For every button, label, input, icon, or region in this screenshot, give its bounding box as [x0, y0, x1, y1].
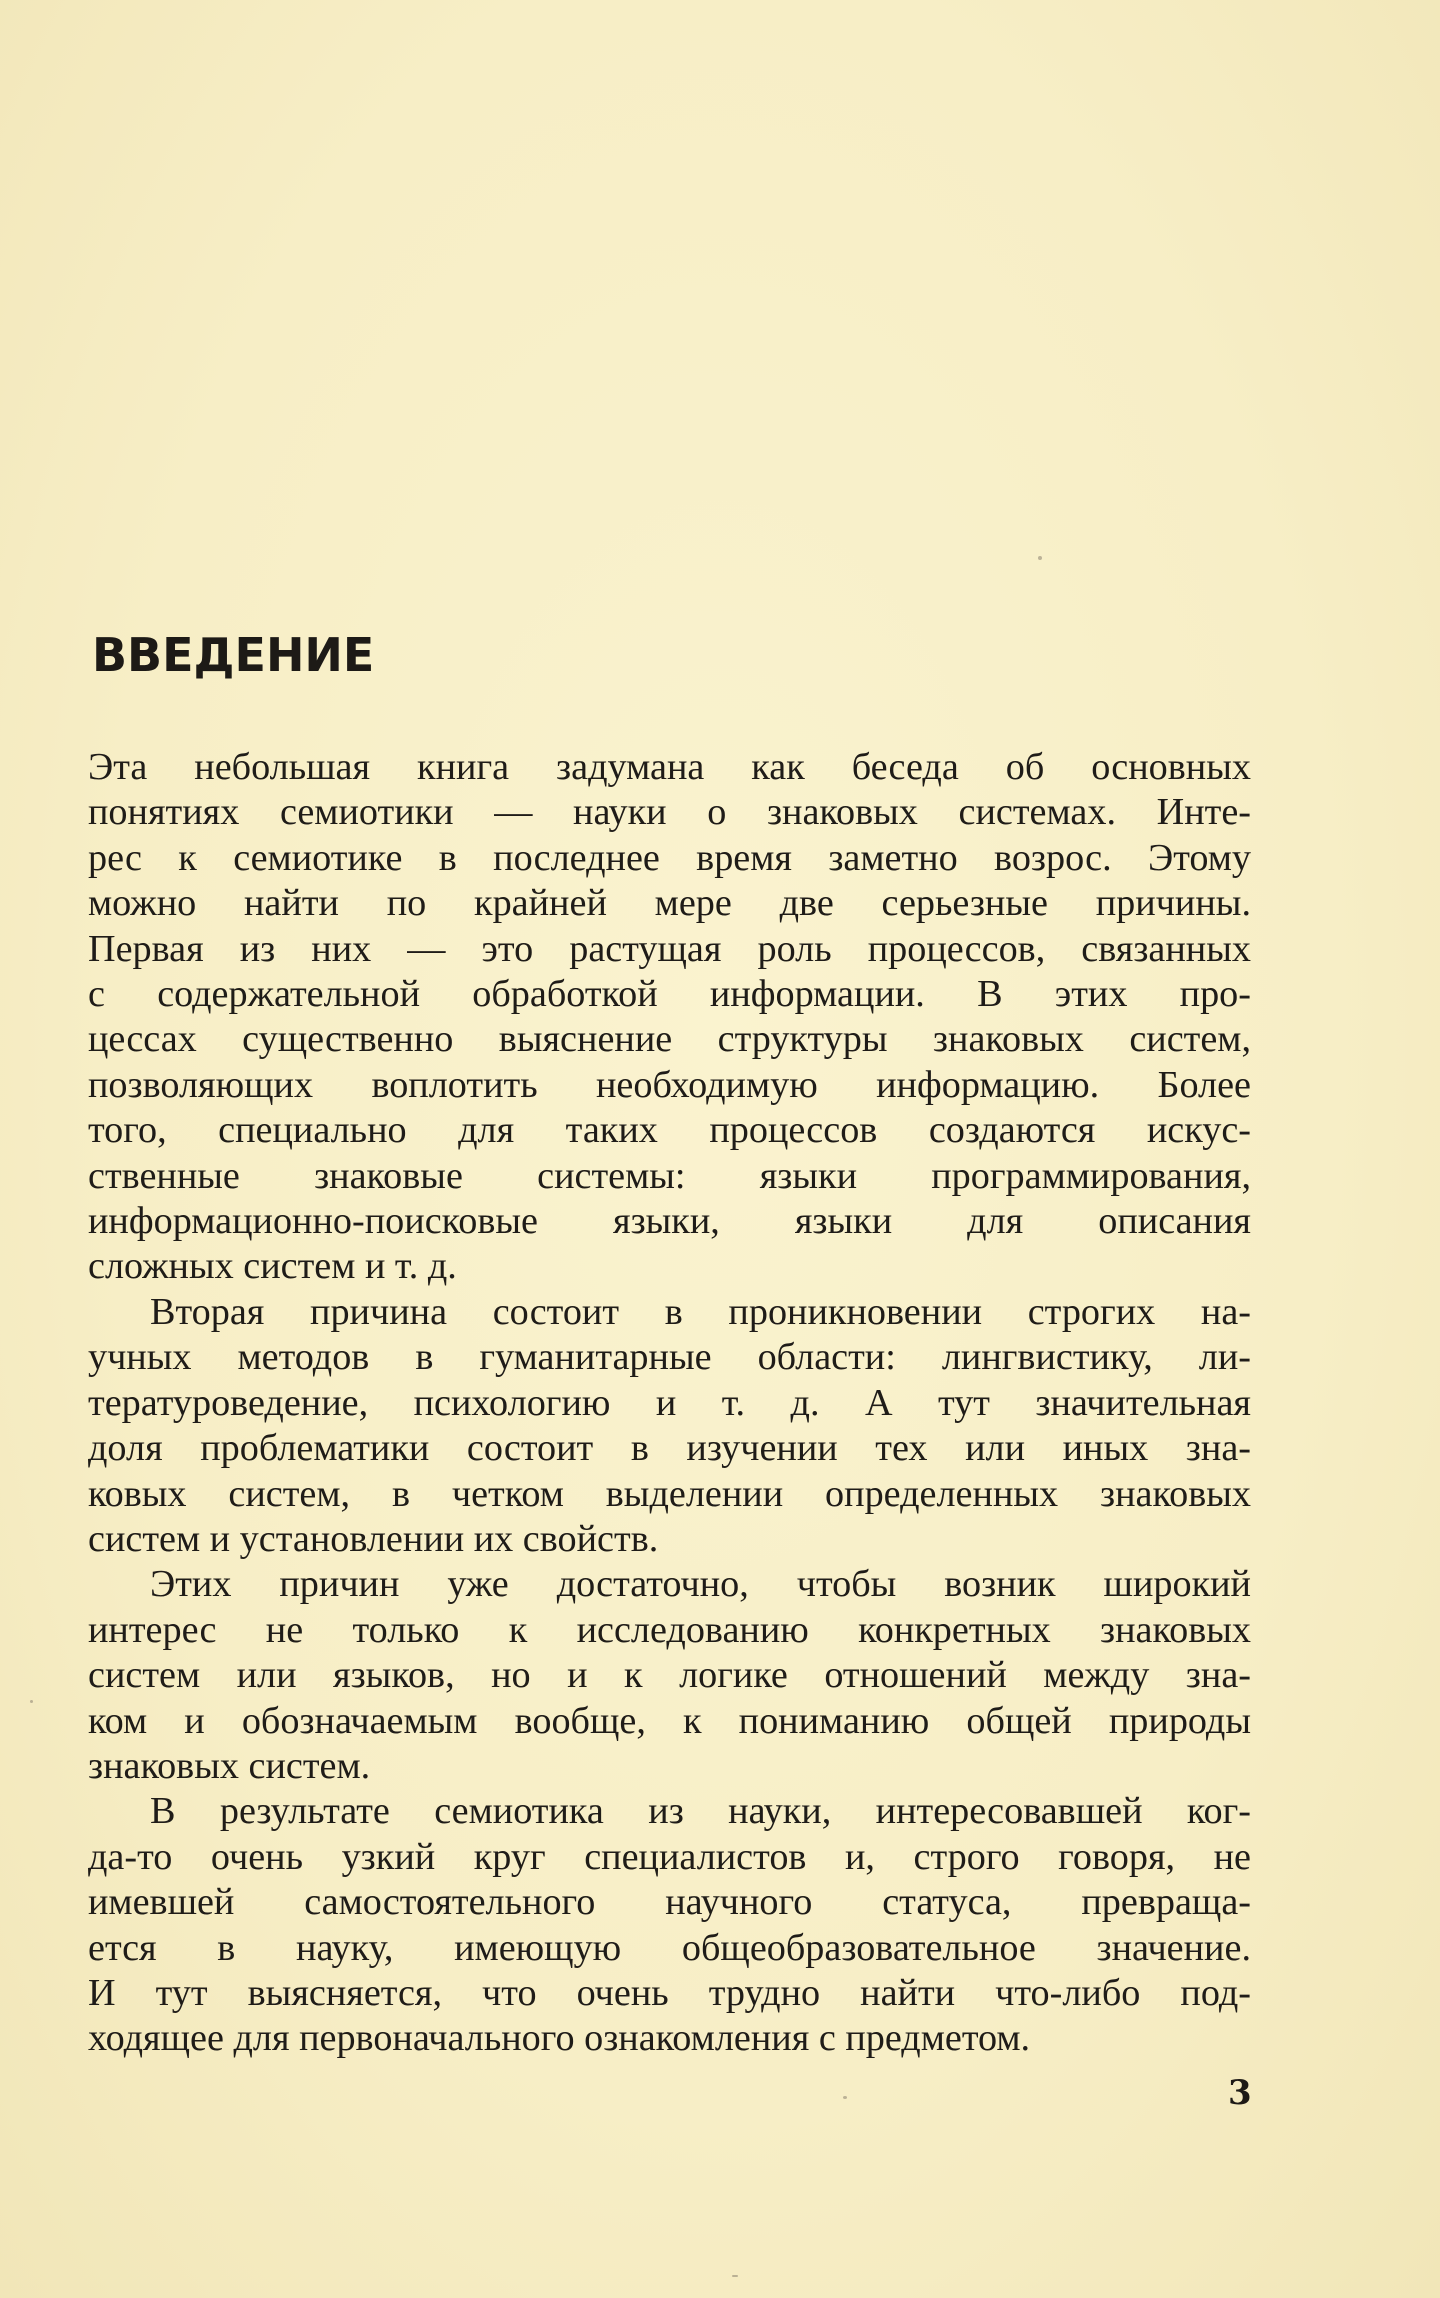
- text-line: цессах существенно выяснение структуры знаковых систем,: [88, 1018, 1251, 1061]
- text-line: И тут выясняется, что очень трудно найти что-либо под-: [88, 1971, 1251, 2014]
- text-line: В результате семиотика из науки, интересовавшей ког-: [150, 1790, 1251, 1833]
- text-line: ственные знаковые системы: языки программирования,: [88, 1154, 1251, 1197]
- paragraph: [88, 1789, 1251, 2061]
- text-line: имевшей самостоятельного научного статуса, превраща-: [88, 1881, 1251, 1924]
- text-line: ковых систем, в четком выделении определенных знаковых: [88, 1472, 1251, 1515]
- text-line: можно найти по крайней мере две серьезные причины.: [88, 882, 1251, 925]
- page-number: 3: [1228, 2073, 1252, 2113]
- text-line: доля проблематики состоит в изучении тех или иных зна-: [88, 1427, 1251, 1470]
- text-line: ком и обозначаемым вообще, к пониманию общей природы: [88, 1699, 1251, 1742]
- paragraph: [88, 1562, 1251, 1789]
- text-line: да-то очень узкий круг специалистов и, строго говоря, не: [88, 1835, 1251, 1878]
- chapter-heading: ВВЕДЕНИЕ: [92, 628, 375, 682]
- text-line: Этих причин уже достаточно, чтобы возник широкий: [150, 1563, 1251, 1606]
- text-line: сложных систем и т. д.: [88, 1245, 457, 1288]
- paragraph: [88, 745, 1251, 1290]
- text-line: рес к семиотике в последнее время заметно возрос. Этому: [88, 836, 1251, 879]
- text-line: информационно-поисковые языки, языки для описания: [88, 1200, 1251, 1243]
- paper-speck: [30, 1700, 33, 1703]
- text-line: Первая из них — это растущая роль процессов, связанных: [88, 927, 1251, 970]
- text-line: интерес не только к исследованию конкретных знаковых: [88, 1608, 1251, 1651]
- text-line: с содержательной обработкой информации. В этих про-: [88, 973, 1251, 1016]
- text-line: систем или языков, но и к логике отношений между зна-: [88, 1654, 1251, 1697]
- text-line: учных методов в гуманитарные области: лингвистику, ли-: [88, 1336, 1251, 1379]
- text-line: систем и установлении их свойств.: [88, 1517, 659, 1560]
- text-line: ходящее для первоначального ознакомления с предметом.: [88, 2017, 1031, 2060]
- text-line: того, специально для таких процессов создаются искус-: [88, 1109, 1251, 1152]
- text-line: понятиях семиотики — науки о знаковых системах. Инте-: [88, 791, 1251, 834]
- text-line: знаковых систем.: [88, 1744, 371, 1787]
- text-line: позволяющих воплотить необходимую информацию. Более: [88, 1063, 1251, 1106]
- text-line: ется в науку, имеющую общеобразовательное значение.: [88, 1926, 1251, 1969]
- text-line: тературоведение, психологию и т. д. А тут значительная: [88, 1381, 1251, 1424]
- paragraph: [88, 1290, 1251, 1562]
- text-line: Эта небольшая книга задумана как беседа об основных: [88, 746, 1251, 788]
- paper-speck: [732, 2275, 738, 2277]
- text-line: Вторая причина состоит в проникновении строгих на-: [150, 1290, 1251, 1333]
- paper-speck: [843, 2096, 847, 2099]
- body-text: [88, 745, 1251, 2062]
- paper-speck: [1038, 556, 1042, 560]
